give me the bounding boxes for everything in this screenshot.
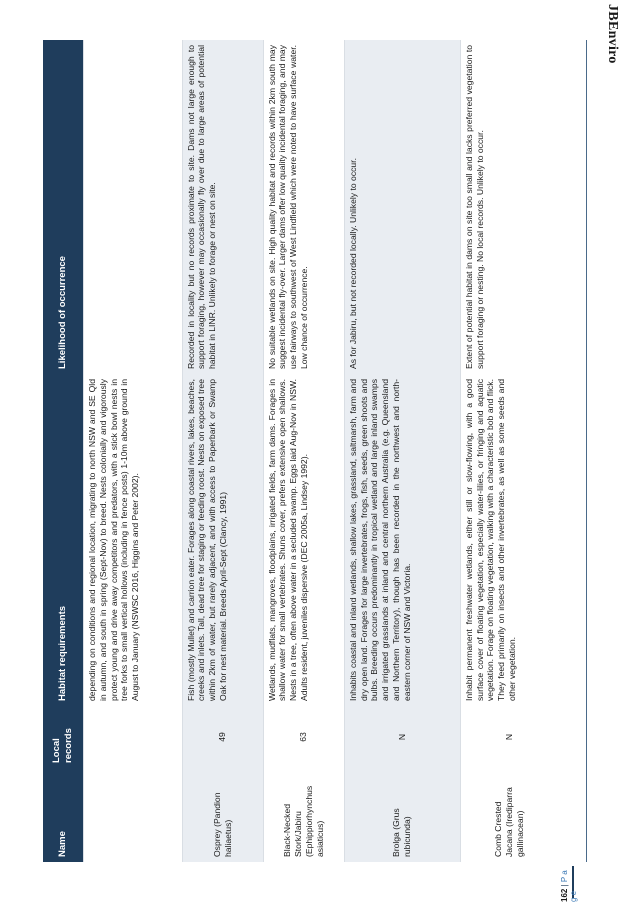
page-footer xyxy=(560,866,578,902)
table-header-row xyxy=(43,40,84,862)
table-row xyxy=(182,40,263,862)
local-records: 49 xyxy=(182,706,263,768)
habitat-requirements: Inhabit permanent freshwater wetlands, either still or slow-flowing, with a good surface cover of floating vegetation, especially water-lilies, or fringing and aquatic vegetation. Forage on floating vegetation, walking with a characteristic bob and flick. They feed primarily on insects and other invertebrates, as well as some seeds and other vegetation. xyxy=(460,374,558,706)
table-row xyxy=(460,40,558,862)
species-name: Osprey (Pandion haliaetus) xyxy=(182,768,263,862)
likelihood-of-occurrence xyxy=(84,40,183,374)
habitat-requirements: Inhabits coastal and inland wetlands, shallow lakes, grassland, saltmarsh, farm and dry open land. Forages for large invertebrates, frogs, fish, seeds, green shoots and bulbs. Breeding occurs predominantly in tropical wetland and large inland swamps and irrigated grasslands at inland and central northern Australia (e.g. Queensland and Northern Territory), though has been recorded in the northwest and north-eastern corner of NSW and Victoria. xyxy=(344,374,460,706)
local-records: N xyxy=(344,706,460,768)
header-rule xyxy=(586,40,587,862)
column-header-likelihood: Likelihood of occurrence xyxy=(43,40,84,374)
footer-separator: | xyxy=(560,882,569,889)
likelihood-of-occurrence: No suitable wetlands on site. High quality habitat and records within 2km south may suggest incidental fly-over. Larger dams offer low quality incidental foraging, and may use fairways to southwest of West Lindfield which were noted to have surface water. Low chance of occurrence. xyxy=(263,40,344,374)
local-records: N xyxy=(460,706,558,768)
table-stage xyxy=(43,40,558,862)
likelihood-of-occurrence: Extent of potential habitat in dams on site too small and lacks preferred vegetation to support foraging or nesting. No local records. Unlikely to occur. xyxy=(460,40,558,374)
table-row xyxy=(84,40,183,862)
column-header-name: Name xyxy=(43,768,84,862)
species-name: Comb Crested Jacana (Irediparra gallinacean) xyxy=(460,768,558,862)
likelihood-of-occurrence: As for Jabiru, but not recorded locally. Unlikely to occur. xyxy=(344,40,460,374)
species-name: Black-Necked Stork/Jabiru (Ephippiorhynchus asiaticus) xyxy=(263,768,344,862)
local-records: 63 xyxy=(263,706,344,768)
column-header-records: Local records xyxy=(43,706,84,768)
local-records xyxy=(84,706,183,768)
habitat-requirements: Fish (mostly Mullet) and carrion eater. Forages along coastal rivers, lakes, beaches, creeks and inlets. Tall, dead tree for staging or feeding roost. Nests on exposed tree within 2km of water, but rarely adjacent, and with access to Paperbark or Swamp Oak for nest material. Breeds April-Sept (Clancy, 1991) xyxy=(182,374,263,706)
table-row xyxy=(263,40,344,862)
species-name: Brolga (Grus rubicunda) xyxy=(344,768,460,862)
habitat-requirements: depending on conditions and regional location, migrating to north NSW and SE Qld in autumn, and south in spring (Sept-Nov) to breed. Nests colonially and vigorously protect young and drive away competitors and predators, with a stick bowl nests in tree forks to small vertical hollows (including in fence posts) 1-10m above ground in August to January (NSWSC 2016, Higgins and Peter 2002). xyxy=(84,374,183,706)
species-name xyxy=(84,768,183,862)
page-number: 162 xyxy=(560,888,569,902)
species-table xyxy=(43,40,558,862)
column-header-habitat: Habitat requirements xyxy=(43,374,84,706)
habitat-requirements: Wetlands, mudflats, mangroves, floodplains, irrigated fields, farm dams. Forages in shallow water for small vertebrates. Shuns cover, prefers extensive open shallows. Nests in a tree, often above water in a secluded swamp. Eggs laid Aug-Nov in NSW. Adults resident, juveniles dispersive (DEC 2005a, Lindsey 1992). xyxy=(263,374,344,706)
table-row xyxy=(344,40,460,862)
page-word: P a g e xyxy=(560,870,578,902)
company-logo: JBEnviro xyxy=(605,4,620,64)
rotated-table-wrapper xyxy=(43,40,558,862)
likelihood-of-occurrence: Recorded in locality but no records proximate to site. Dams not large enough to support foraging, however may occasionally fly over due to large areas of potential habitat in LINR. Unlikely to forage or nest on site. xyxy=(182,40,263,374)
